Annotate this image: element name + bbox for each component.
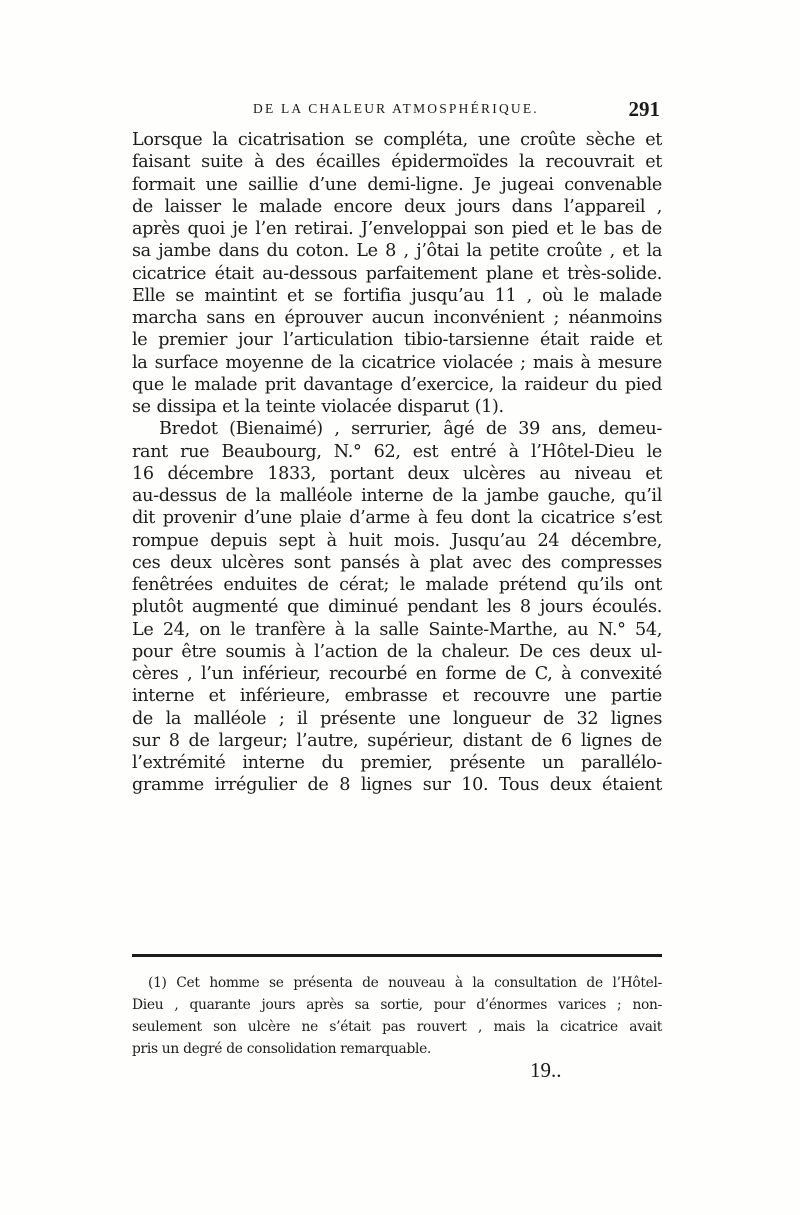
text-line: rant rue Beaubourg, N.° 62, est entré à l’Hôtel-Dieu le [132,441,662,462]
text-line: pour être soumis à l’action de la chaleur. De ces deux ul- [132,641,662,662]
footnote-line: Dieu , quarante jours après sa sortie, pour d’énormes varices ; non- [132,997,662,1013]
text-line: ces deux ulcères sont pansés à plat avec des compresses [132,552,662,573]
text-line: marcha sans en éprouver aucun inconvénient ; néanmoins [132,308,662,328]
text-line: que le malade prit davantage d’exercice, la raideur du pied [132,374,662,395]
text-line: l’extrémité interne du premier, présente un parallélo- [132,753,662,773]
footnote-line: pris un degré de consolidation remarquable. [132,1041,432,1057]
text-line: le premier jour l’articulation tibio-tarsienne était raide et [132,330,662,351]
text-line: de laisser le malade encore deux jours dans l’appareil , [132,196,662,217]
text-line: après quoi je l’en retirai. J’enveloppai son pied et le bas de [132,219,662,239]
text-line: sur 8 de largeur; l’autre, supérieur, distant de 6 lignes de [132,730,662,751]
page-number: 291 [628,97,660,121]
text-line: fenêtrées enduites de cérat; le malade prétend qu’ils ont [132,575,662,595]
text-line: la surface moyenne de la cicatrice violacée ; mais à mesure [132,352,662,373]
text-line: 16 décembre 1833, portant deux ulcères au niveau et [132,463,662,484]
text-line: cicatrice était au-dessous parfaitement plane et très-solide. [132,263,662,284]
text-line: Elle se maintint et se fortifia jusqu’au 11 , où le malade [132,285,662,306]
text-line: dit provenir d’une plaie d’arme à feu dont la cicatrice s’est [132,508,662,529]
text-line: Bredot (Bienaimé) , serrurier, âgé de 39 ans, demeu- [159,419,662,440]
text-line: interne et inférieure, embrasse et recouvre une partie [132,686,662,707]
text-line: Le 24, on le tranfère à la salle Sainte-Marthe, au N.° 54, [132,619,662,640]
text-line: cères , l’un inférieur, recourbé en forme de C, à convexité [132,664,662,684]
footnote [132,972,662,1060]
text-line: formait une saillie d’une demi-ligne. Je jugeai convenable [132,174,662,195]
body-text [132,129,662,797]
text-line: faisant suite à des écailles épidermoïdes la recouvrait et [132,152,662,173]
text-line: plutôt augmenté que diminué pendant les 8 jours écoulés. [132,597,662,618]
footnote-line: (1) Cet homme se présenta de nouveau à la consultation de l’Hôtel- [148,975,662,991]
text-line: se dissipa et la teinte violacée disparut (1). [132,397,504,417]
text-line: de la malléole ; il présente une longueur de 32 lignes [132,708,662,729]
running-title: DE LA CHALEUR ATMOSPHÉRIQUE. [253,101,539,116]
running-head [130,97,660,125]
footnote-line: seulement son ulcère ne s’était pas rouvert , mais la cicatrice avait [132,1019,662,1035]
footnote-rule [132,954,662,957]
text-line: rompue depuis sept à huit mois. Jusqu’au 24 décembre, [132,530,662,551]
text-line: Lorsque la cicatrisation se compléta, une croûte sèche et [132,130,662,150]
text-line: au-dessus de la malléole interne de la jambe gauche, qu’il [132,486,662,506]
text-line: sa jambe dans du coton. Le 8 , j’ôtai la petite croûte , et la [132,241,662,262]
text-line: gramme irrégulier de 8 lignes sur 10. Tous deux étaient [132,775,662,796]
signature-mark: 19.. [530,1058,562,1082]
